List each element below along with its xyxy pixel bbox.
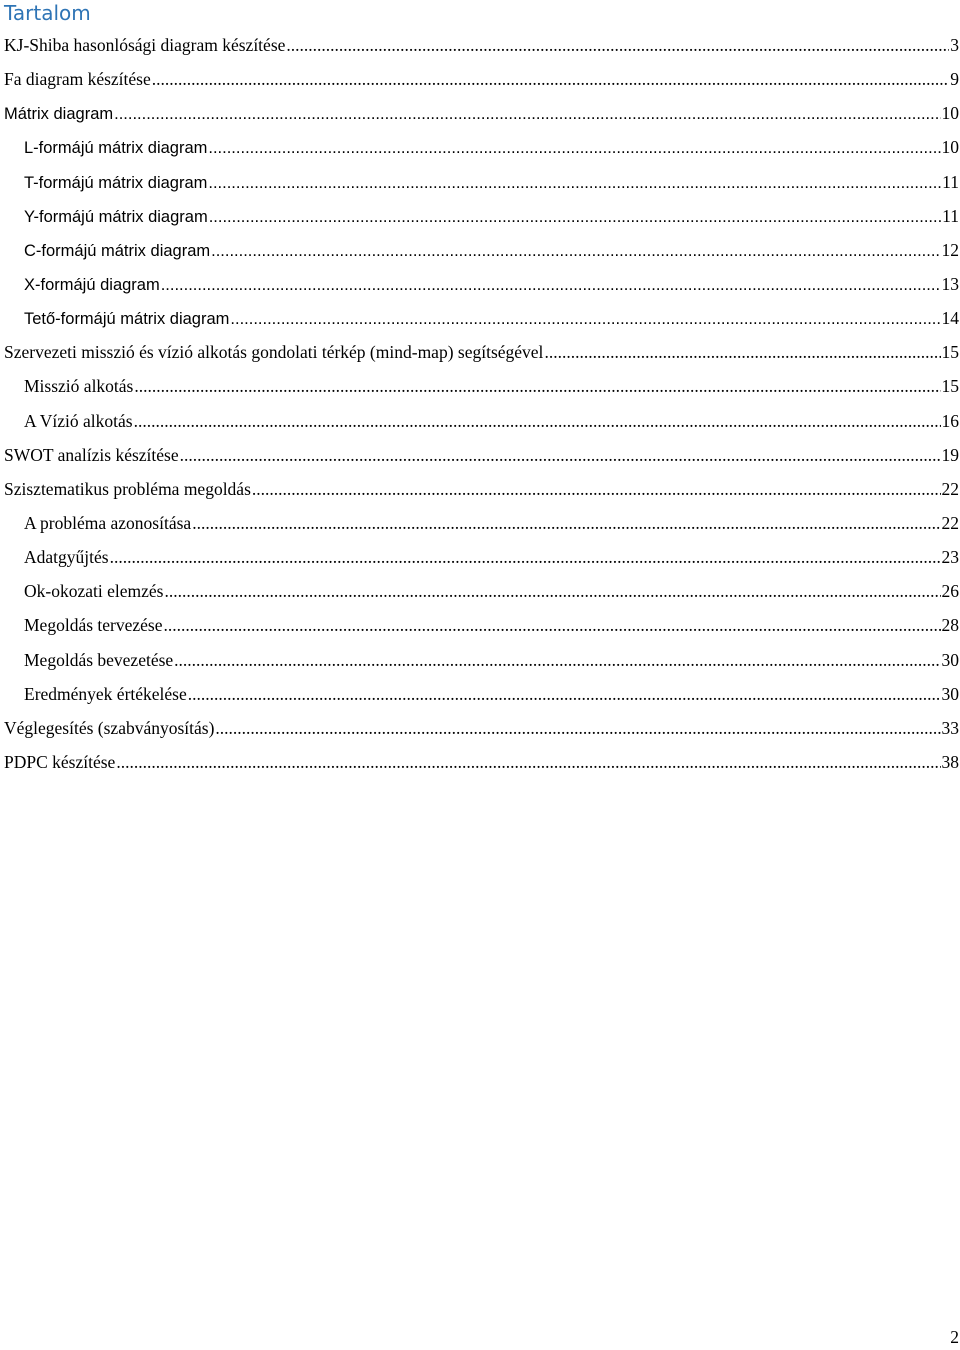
dot-leader <box>134 369 940 403</box>
toc-entry-page-number: 16 <box>941 410 959 431</box>
toc-entry[interactable] <box>0 130 960 164</box>
toc-entry-page-number: 11 <box>942 205 959 226</box>
dot-leader <box>188 677 941 711</box>
toc-heading: Tartalom <box>4 1 91 25</box>
dot-leader <box>211 234 940 268</box>
table-of-contents <box>0 28 960 779</box>
toc-entry[interactable] <box>0 711 960 745</box>
toc-entry[interactable] <box>0 369 960 403</box>
toc-entry-title: Adatgyűjtés <box>24 547 109 568</box>
toc-entry-title: Tető-formájú mátrix diagram <box>24 310 230 329</box>
toc-entry[interactable] <box>0 28 960 62</box>
toc-entry-page-number: 19 <box>941 444 959 465</box>
toc-entry-title: A Vízió alkotás <box>24 410 133 431</box>
toc-entry-page-number: 30 <box>941 683 959 704</box>
toc-entry[interactable] <box>0 472 960 506</box>
toc-entry-page-number: 23 <box>941 547 959 568</box>
dot-leader <box>544 335 940 369</box>
toc-entry-title: SWOT analízis készítése <box>4 444 179 465</box>
toc-entry[interactable] <box>0 233 960 267</box>
toc-entry[interactable] <box>0 643 960 677</box>
toc-entry-title: Szisztematikus probléma megoldás <box>4 478 251 499</box>
toc-entry-title: KJ-Shiba hasonlósági diagram készítése <box>4 35 286 55</box>
toc-entry-page-number: 11 <box>942 171 959 192</box>
dot-leader <box>164 574 940 608</box>
toc-entry[interactable] <box>0 438 960 472</box>
toc-entry-title: Megoldás tervezése <box>24 615 163 636</box>
toc-entry-page-number: 28 <box>941 615 959 636</box>
toc-entry-page-number: 15 <box>941 342 959 363</box>
dot-leader <box>209 200 941 234</box>
dot-leader <box>208 131 940 165</box>
dot-leader <box>110 540 941 574</box>
toc-entry-page-number: 10 <box>941 103 959 124</box>
toc-entry[interactable] <box>0 745 960 779</box>
toc-entry-title: L-formájú mátrix diagram <box>24 139 208 158</box>
toc-entry-title: Ok-okozati elemzés <box>24 581 164 602</box>
dot-leader <box>114 97 940 131</box>
toc-entry-title: Szervezeti misszió és vízió alkotás gondolati térkép (mind-map) segítségével <box>4 342 544 363</box>
toc-entry-page-number: 22 <box>941 512 959 533</box>
dot-leader <box>180 438 941 472</box>
dot-leader <box>163 608 940 642</box>
toc-entry[interactable] <box>0 62 960 96</box>
dot-leader <box>252 472 941 506</box>
toc-entry-page-number: 38 <box>941 751 959 772</box>
toc-entry-page-number: 26 <box>941 581 959 602</box>
toc-entry-page-number: 33 <box>941 717 959 738</box>
dot-leader <box>116 745 940 779</box>
dot-leader <box>192 506 940 540</box>
toc-entry-title: T-formájú mátrix diagram <box>24 173 208 192</box>
toc-entry[interactable] <box>0 540 960 574</box>
toc-entry-title: A probléma azonosítása <box>24 512 192 533</box>
toc-entry-page-number: 14 <box>941 308 959 329</box>
toc-entry-title: Véglegesítés (szabványosítás) <box>4 717 215 738</box>
toc-entry-title: PDPC készítése <box>4 751 116 772</box>
dot-leader <box>286 28 949 62</box>
dot-leader <box>230 302 940 336</box>
toc-entry-title: C-formájú mátrix diagram <box>24 241 211 260</box>
toc-entry-title: Eredmények értékelése <box>24 683 187 704</box>
toc-entry-title: X-formájú diagram <box>24 275 160 294</box>
toc-entry-title: Y-formájú mátrix diagram <box>24 207 208 226</box>
dot-leader <box>174 643 940 677</box>
toc-entry[interactable] <box>0 165 960 199</box>
toc-entry-page-number: 9 <box>950 69 959 90</box>
dot-leader <box>134 404 941 438</box>
toc-entry[interactable] <box>0 677 960 711</box>
toc-entry-title: Megoldás bevezetése <box>24 649 174 670</box>
toc-entry[interactable] <box>0 608 960 642</box>
dot-leader <box>152 62 949 96</box>
toc-entry[interactable] <box>0 267 960 301</box>
page-number: 2 <box>950 1327 959 1347</box>
toc-entry-page-number: 3 <box>950 35 959 55</box>
toc-entry-page-number: 30 <box>941 649 959 670</box>
toc-entry-title: Mátrix diagram <box>4 105 114 124</box>
dot-leader <box>161 268 941 302</box>
toc-entry[interactable] <box>0 96 960 130</box>
dot-leader <box>208 166 941 200</box>
toc-entry-page-number: 15 <box>941 376 959 397</box>
toc-entry-title: Fa diagram készítése <box>4 69 151 90</box>
dot-leader <box>215 711 940 745</box>
toc-entry-page-number: 10 <box>941 137 959 158</box>
toc-entry-page-number: 13 <box>941 273 959 294</box>
toc-entry-title: Misszió alkotás <box>24 376 134 397</box>
toc-entry[interactable] <box>0 301 960 335</box>
toc-entry[interactable] <box>0 506 960 540</box>
toc-entry[interactable] <box>0 199 960 233</box>
toc-entry[interactable] <box>0 335 960 369</box>
toc-entry-page-number: 22 <box>941 478 959 499</box>
toc-entry[interactable] <box>0 574 960 608</box>
toc-entry[interactable] <box>0 404 960 438</box>
toc-entry-page-number: 12 <box>941 239 959 260</box>
